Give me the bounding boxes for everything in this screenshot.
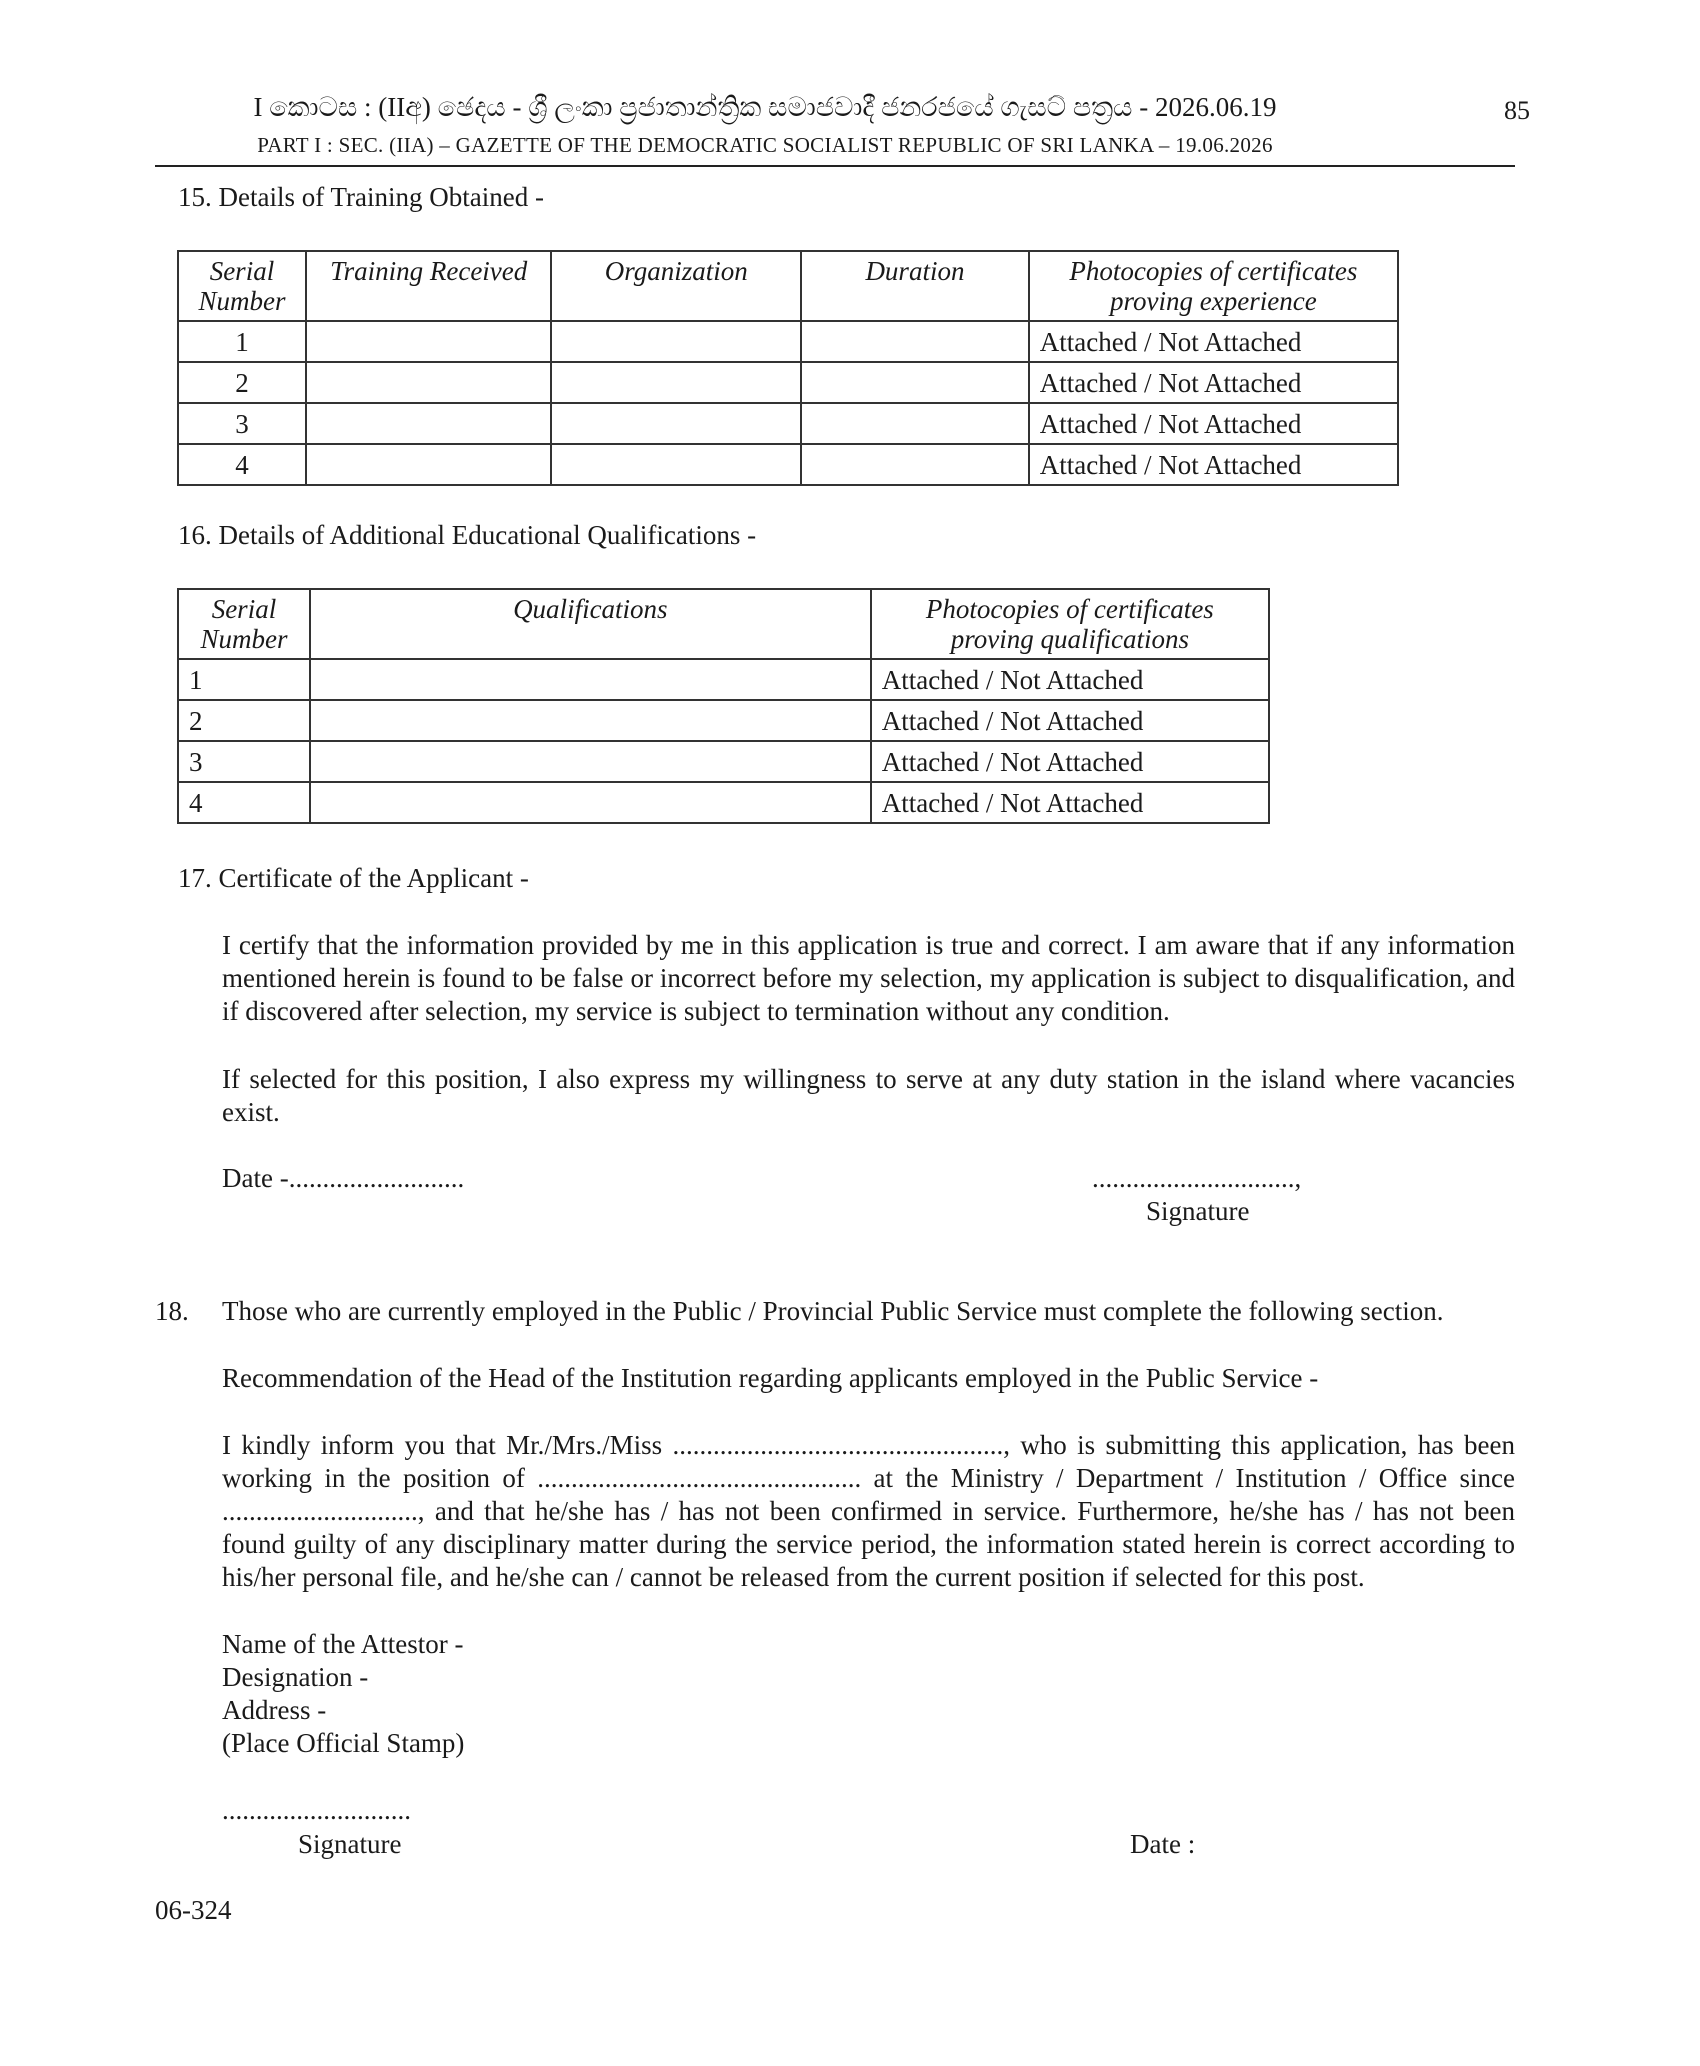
recommendation-body: I kindly inform you that Mr./Mrs./Miss ................................................., who is submitting this application, has been working in the position of ................................................ at the Ministry / Department / Institution / Office since ............................., and that he/she has / has not been confirmed in service. Furthermore, he/she has / has not been found guilty of any disciplinary matter during the service period, the information stated herein is correct according to his/her personal file, and he/she can / cannot be released from the current position if selected for this post. — [222, 1430, 1515, 1592]
header-sinhala: I කොටස : (IIඅ) ඡෙදය - ශ්‍රී ලංකා ප්‍රජාතාන්ත්‍රික සමාජවාදී ජනරජයේ ගැසට් පත්‍රය - 2026.06.19 — [253, 92, 1277, 122]
qualification-cell[interactable] — [310, 782, 871, 823]
attestor-signature-line: ............................ — [222, 1795, 411, 1825]
attestor-name-label: Name of the Attestor - — [222, 1629, 464, 1659]
attestor-signature-label: Signature — [298, 1829, 402, 1859]
qualifications-table — [177, 588, 1270, 824]
address-label: Address - — [222, 1695, 327, 1725]
table-row — [178, 321, 1398, 362]
willingness-paragraph: If selected for this position, I also express my willingness to serve at any duty station in the island where vacancies exist. — [222, 1064, 1515, 1127]
attachment-status-cell: Attached / Not Attached — [871, 782, 1269, 823]
training-table — [177, 250, 1399, 486]
applicant-date: Date -.......................... — [222, 1163, 465, 1193]
organization-cell[interactable] — [551, 321, 801, 362]
table-row — [178, 403, 1398, 444]
table-row — [178, 659, 1269, 700]
qualification-cell[interactable] — [310, 741, 871, 782]
designation-label: Designation - — [222, 1662, 369, 1692]
section-16-title: 16. Details of Additional Educational Qualifications - — [178, 520, 757, 550]
page-number: 85 — [1504, 96, 1530, 125]
table-row — [178, 700, 1269, 741]
attestor-date-label: Date : — [1130, 1829, 1196, 1859]
gazette-code: 06-324 — [155, 1895, 232, 1925]
table-header-row — [178, 251, 1398, 321]
training-cell[interactable] — [306, 321, 552, 362]
serial-cell: 3 — [178, 741, 310, 782]
col-header-photocopies: Photocopies of certificates proving experience — [1029, 251, 1398, 321]
attachment-status-cell: Attached / Not Attached — [1029, 321, 1398, 362]
duration-cell[interactable] — [801, 321, 1029, 362]
serial-cell: 3 — [178, 403, 306, 444]
table-row — [178, 782, 1269, 823]
organization-cell[interactable] — [551, 444, 801, 485]
table-row — [178, 444, 1398, 485]
serial-cell: 4 — [178, 444, 306, 485]
serial-cell: 1 — [178, 321, 306, 362]
training-cell[interactable] — [306, 362, 552, 403]
header-rule — [155, 165, 1515, 167]
table-row — [178, 362, 1398, 403]
header-english: PART I : SEC. (IIA) – GAZETTE OF THE DEMOCRATIC SOCIALIST REPUBLIC OF SRI LANKA – 19.06.2026 — [257, 133, 1273, 157]
serial-cell: 4 — [178, 782, 310, 823]
section-17-title: 17. Certificate of the Applicant - — [178, 863, 529, 893]
col-header-serial: Serial Number — [178, 589, 310, 659]
table-header-row — [178, 589, 1269, 659]
training-cell[interactable] — [306, 444, 552, 485]
organization-cell[interactable] — [551, 403, 801, 444]
attachment-status-cell: Attached / Not Attached — [871, 659, 1269, 700]
organization-cell[interactable] — [551, 362, 801, 403]
col-header-training: Training Received — [306, 251, 552, 321]
qualification-cell[interactable] — [310, 700, 871, 741]
duration-cell[interactable] — [801, 444, 1029, 485]
table-row — [178, 741, 1269, 782]
section-15-title: 15. Details of Training Obtained - — [178, 182, 544, 212]
col-header-serial: Serial Number — [178, 251, 306, 321]
official-stamp-note: (Place Official Stamp) — [222, 1728, 465, 1758]
attachment-status-cell: Attached / Not Attached — [1029, 403, 1398, 444]
attachment-status-cell: Attached / Not Attached — [871, 700, 1269, 741]
col-header-qualifications: Qualifications — [310, 589, 871, 659]
attachment-status-cell: Attached / Not Attached — [1029, 444, 1398, 485]
applicant-signature-line: .............................., — [1092, 1163, 1302, 1193]
serial-cell: 2 — [178, 362, 306, 403]
duration-cell[interactable] — [801, 403, 1029, 444]
col-header-organization: Organization — [551, 251, 801, 321]
applicant-signature-label: Signature — [1146, 1196, 1250, 1226]
qualification-cell[interactable] — [310, 659, 871, 700]
col-header-duration: Duration — [801, 251, 1029, 321]
serial-cell: 2 — [178, 700, 310, 741]
col-header-photocopies: Photocopies of certificates proving qualifications — [871, 589, 1269, 659]
certificate-paragraph: I certify that the information provided by me in this application is true and correct. I am aware that if any information mentioned herein is found to be false or incorrect before my selection, my application is subject to disqualification, and if discovered after selection, my service is subject to termination without any condition. — [222, 930, 1515, 1026]
recommendation-heading: Recommendation of the Head of the Institution regarding applicants employed in the Public Service - — [222, 1363, 1319, 1393]
attachment-status-cell: Attached / Not Attached — [871, 741, 1269, 782]
attachment-status-cell: Attached / Not Attached — [1029, 362, 1398, 403]
serial-cell: 1 — [178, 659, 310, 700]
duration-cell[interactable] — [801, 362, 1029, 403]
training-cell[interactable] — [306, 403, 552, 444]
section-18-number: 18. — [155, 1296, 189, 1326]
section-18-intro: Those who are currently employed in the Public / Provincial Public Service must complete the following section. — [222, 1296, 1444, 1326]
